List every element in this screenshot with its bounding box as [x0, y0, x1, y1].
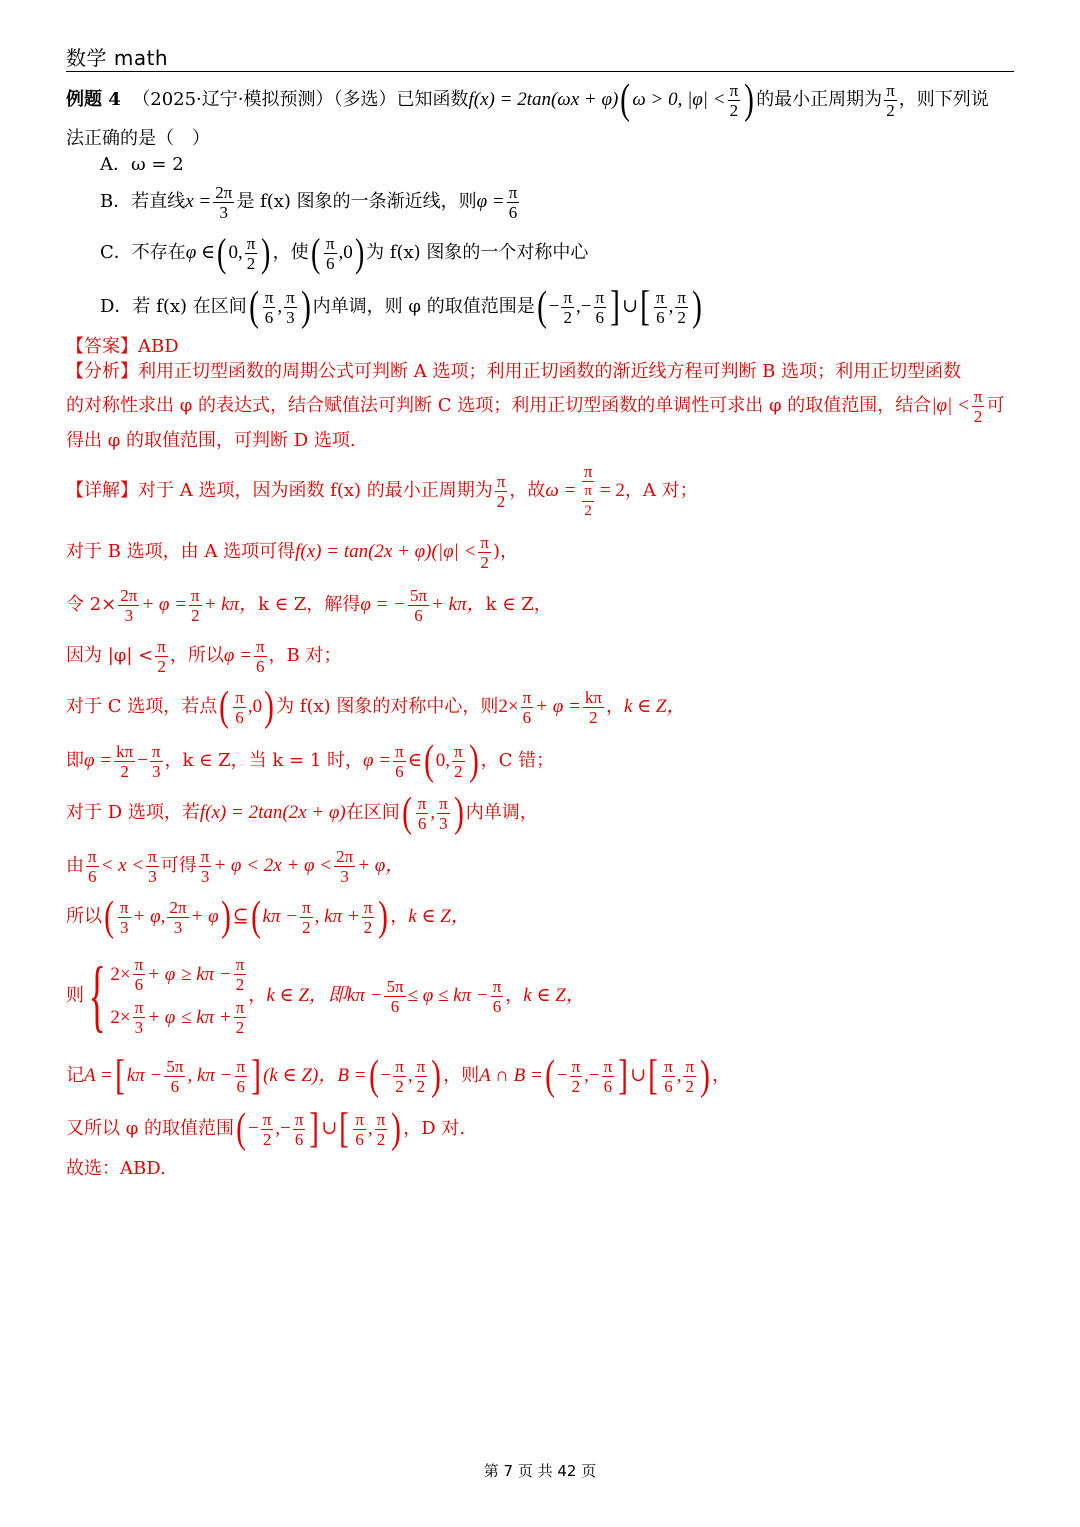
- detail-text: ，A 对；: [624, 480, 698, 501]
- detail-text: 对于 D 选项，若: [66, 802, 200, 823]
- detail-math: f(x) = tan(2x + φ): [295, 541, 432, 562]
- detail-math: A ∩ B =: [479, 1065, 543, 1086]
- detail-math: = 2: [599, 480, 625, 501]
- detail-text: 内单调，: [465, 802, 538, 823]
- detail-line6: 即 φ = $\frac{k\pi}{2}$ − $\frac{\pi}{3}$ ， k ∈ Z，当 k = 1 时， φ = $\frac{\pi}{6}$ ∈ ( 0, $\frac{\pi}{2}$ ) ，C 错；: [66, 738, 555, 784]
- detail-text: ，C 错；: [480, 750, 555, 771]
- page-header: 数学 math: [66, 46, 169, 70]
- option-b-x: x =: [185, 191, 212, 212]
- fraction: $\frac{\pi}{2}$: [376, 1109, 386, 1149]
- stem-function: f(x) = 2tan(ωx + φ): [468, 89, 619, 110]
- question-label: 例题 4: [66, 89, 121, 110]
- detail-math: + kπ，: [203, 594, 259, 615]
- fraction: $\frac{\pi}{6}$: [294, 1109, 304, 1149]
- stem-suffix: ，则下列说: [898, 89, 989, 110]
- detail-line7: 对于 D 选项，若 f(x) = 2tan(2x + φ) 在区间 ( $\frac{\pi}{6}$ , $\frac{\pi}{3}$ ) 内单调，: [66, 790, 538, 836]
- fraction: $\frac{\pi}{6}$: [264, 287, 274, 327]
- detail-text: k ∈ Z，当 k = 1 时，: [182, 750, 364, 771]
- detail-math: −: [137, 750, 148, 771]
- detail-math: ≤ φ ≤ kπ −: [407, 985, 489, 1006]
- option-c-phi: φ ∈: [185, 242, 216, 263]
- detail-text: 可得: [160, 855, 197, 876]
- fraction: $\frac{\pi}{6}$: [522, 687, 532, 727]
- detail-math: kπ −: [346, 985, 383, 1006]
- fraction: $\frac{\pi}{6}$: [664, 1056, 673, 1096]
- analysis-line3: 得出 φ 的取值范围，可判断 D 选项.: [66, 430, 356, 451]
- detail-math: φ =: [223, 645, 252, 666]
- stem-prefix: 已知函数: [396, 89, 469, 110]
- fraction: $\frac{\pi}{6}$: [595, 287, 605, 327]
- analysis-text: 利用正切型函数的周期公式可判断 A 选项；利用正切函数的渐近线方程可判断 B 选项；利用正切型函数: [138, 361, 962, 382]
- detail-math: k ∈ Z，: [408, 906, 470, 927]
- detail-text: k ∈ Z，解得: [258, 594, 361, 615]
- fraction: $\frac{\pi}{6}$: [134, 955, 144, 994]
- fraction: $\frac{\pi}{2}$: [235, 955, 245, 994]
- fraction: $\frac{\pi}{3}$: [134, 998, 144, 1037]
- fraction: $\frac{\pi}{6}$: [603, 1056, 613, 1096]
- detail-math: B =: [337, 1065, 367, 1086]
- stem-mid: 的最小正周期为: [756, 89, 883, 110]
- inequality-system: { 2× $\frac{\pi}{6}$ + φ ≥ kπ − $\frac{\pi}{2}$ 2× $\frac{\pi}{3}$ + φ ≤ kπ + $\frac{\pi}{2}$: [88, 952, 245, 1040]
- fraction: $\frac{\pi}{2}$: [973, 386, 983, 426]
- fraction: $\frac{\pi}{6}$: [508, 182, 518, 222]
- fraction: $\frac{\pi}{6}$: [492, 976, 502, 1016]
- fraction: $\frac{5\pi}{6}$: [386, 976, 404, 1016]
- option-d-mid: 内单调，则 φ 的取值范围是: [312, 296, 535, 317]
- detail-text: ，B 对；: [268, 645, 342, 666]
- detail-text: ，: [164, 750, 183, 771]
- analysis-line2: [66, 386, 1004, 426]
- page-footer: 第 7 页 共 42 页: [483, 1462, 597, 1480]
- option-b-prefix: B．若直线: [100, 191, 186, 212]
- fraction: $\frac{2\pi}{3}$: [215, 182, 233, 222]
- detail-text: 对于 A 选项，因为函数 f(x) 的最小正周期为: [138, 480, 493, 501]
- detail-text: ，: [505, 985, 524, 1006]
- option-c-mid: ，使: [272, 242, 309, 263]
- detail-math: ≥ kπ −: [181, 963, 232, 985]
- detail-line10: [66, 948, 585, 1044]
- fraction: $\frac{\pi}{2}$: [563, 287, 573, 327]
- detail-line2: [66, 530, 518, 574]
- detail-math: + φ < 2x + φ <: [213, 855, 333, 876]
- detail-text: k ∈ Z，: [485, 594, 552, 615]
- fraction: $\frac{\pi}{2}$: [235, 998, 245, 1037]
- detail-math: (k ∈ Z)，: [263, 1065, 338, 1086]
- fraction: $\frac{\pi}{\frac{\pi}{2}}$: [583, 461, 593, 519]
- detail-line4: [66, 634, 342, 678]
- detail-math: + φ =: [141, 594, 188, 615]
- fraction: $\frac{\pi}{6}$: [355, 1109, 364, 1149]
- fraction: $\frac{2\pi}{3}$: [336, 846, 354, 886]
- analysis-math: |φ| <: [931, 395, 970, 416]
- detail-text: 所以: [66, 906, 102, 927]
- question-stem: 例题 4 （2025·辽宁·模拟预测）（多选） 已知函数 f(x) = 2tan(ωx + φ) ( ω > 0, |φ| < $\frac{\pi}{2}$ ) 的最小正周期为 $\frac{\pi}{2}$ ，则下列说: [66, 77, 989, 123]
- detail-text: ，所以: [169, 645, 224, 666]
- fraction: $\frac{\pi}{2}$: [685, 1056, 695, 1096]
- fraction: $\frac{\pi}{6}$: [417, 793, 427, 833]
- detail-text: 则: [66, 985, 84, 1006]
- final-answer: 故选：ABD.: [66, 1158, 166, 1179]
- header-rule: [66, 71, 1014, 72]
- detail-math: φ =: [363, 750, 392, 771]
- analysis-text: 可: [986, 395, 1005, 416]
- detail-math: A =: [84, 1065, 113, 1086]
- fraction: $\frac{\pi}{2}$: [677, 287, 686, 327]
- fraction: $\frac{\pi}{2}$: [191, 585, 200, 625]
- detail-text: 又所以 φ 的取值范围: [66, 1118, 235, 1139]
- detail-math: (|φ| <: [431, 541, 477, 562]
- fraction: $\frac{\pi}{2}$: [395, 1056, 404, 1096]
- detail-text: 由: [66, 855, 84, 876]
- detail-text: 因为 |φ| <: [66, 645, 154, 666]
- fraction: $\frac{\pi}{3}$: [151, 741, 161, 781]
- fraction: $\frac{\pi}{6}$: [236, 1056, 246, 1096]
- analysis-line1: [66, 360, 961, 384]
- detail-text: ，故: [509, 480, 546, 501]
- option-d: D．若 f(x) 在区间 ( $\frac{\pi}{6}$ , $\frac{\pi}{3}$ ) 内单调，则 φ 的取值范围是 ( − $\frac{\pi}{2}$ ,− $\frac{\pi}{6}$ ] ∪ [ $\frac{\pi}{6}$ , $\frac{\pi}{2}$ ): [100, 284, 702, 330]
- analysis-label: 【分析】: [66, 361, 138, 382]
- detail-line1: [66, 461, 698, 519]
- detail-math: ∈: [407, 750, 422, 771]
- option-a: A．ω = 2: [100, 154, 184, 175]
- detail-math: ⊆: [232, 906, 249, 927]
- fraction: $\frac{\pi}{2}$: [363, 897, 373, 937]
- detail-math: ω =: [545, 480, 577, 501]
- stem-condition: ω > 0, |φ| <: [632, 89, 726, 110]
- fraction: $\frac{\pi}{3}$: [200, 846, 210, 886]
- fraction: $\frac{\pi}{2}$: [886, 80, 895, 120]
- fraction: $\frac{2\pi}{3}$: [120, 585, 138, 625]
- fraction: $\frac{\pi}{6}$: [255, 636, 265, 676]
- fraction: $\frac{\pi}{2}$: [480, 532, 489, 572]
- fraction: $\frac{\pi}{2}$: [302, 897, 311, 937]
- analysis-text: 的对称性求出 φ 的表达式，结合赋值法可判断 C 选项；利用正切型函数的单调性可求出 φ 的取值范围，结合: [66, 395, 932, 416]
- fraction: $\frac{2\pi}{3}$: [169, 897, 187, 937]
- fraction: $\frac{\pi}{6}$: [395, 741, 404, 781]
- option-b-mid: 是 f(x) 图象的一条渐近线，则: [236, 191, 477, 212]
- detail-text: )，: [492, 541, 518, 562]
- fraction: $\frac{\pi}{3}$: [120, 897, 129, 937]
- fraction: $\frac{\pi}{2}$: [454, 741, 463, 781]
- detail-line12: 又所以 φ 的取值范围 ( − $\frac{\pi}{2}$ ,− $\frac{\pi}{6}$ ] ∪ [ $\frac{\pi}{6}$ , $\frac{\pi}{2}$ ) ，D 对.: [66, 1106, 466, 1152]
- fraction: $\frac{k\pi}{2}$: [584, 687, 602, 727]
- fraction: $\frac{\pi}{6}$: [656, 287, 665, 327]
- detail-math: k ∈ Z，即: [266, 985, 347, 1006]
- detail-text: 在区间: [345, 802, 400, 823]
- detail-label: 【详解】: [66, 480, 138, 501]
- answer-label: 【答案】: [66, 336, 138, 357]
- detail-text: ，: [712, 1065, 731, 1086]
- detail-line3: [66, 583, 552, 627]
- detail-text: ，则: [443, 1065, 480, 1086]
- detail-math: ≤ kπ +: [181, 1006, 232, 1028]
- detail-text: 对于 C 选项，若点: [66, 696, 218, 717]
- detail-line8: [66, 843, 404, 889]
- fraction: $\frac{\pi}{3}$: [286, 287, 295, 327]
- option-d-prefix: D．若 f(x) 在区间: [100, 296, 247, 317]
- detail-math: + kπ，: [431, 594, 486, 615]
- answer: [66, 335, 179, 359]
- detail-math: 2×: [498, 696, 519, 717]
- detail-text: ，: [390, 906, 409, 927]
- detail-text: ，: [605, 696, 624, 717]
- fraction: $\frac{k\pi}{2}$: [116, 741, 134, 781]
- detail-text: 即: [66, 750, 84, 771]
- fraction: $\frac{\pi}{2}$: [416, 1056, 426, 1096]
- question-stem-line2: 法正确的是（ ）: [66, 128, 210, 149]
- fraction: $\frac{\pi}{2}$: [262, 1109, 272, 1149]
- question-source: （2025·辽宁·模拟预测）（多选）: [132, 89, 397, 110]
- detail-text: 对于 B 选项，由 A 选项可得: [66, 541, 296, 562]
- fraction: $\frac{\pi}{6}$: [235, 687, 244, 727]
- detail-text: 为 f(x) 图象的对称中心，则: [276, 696, 499, 717]
- detail-text: 记: [66, 1065, 84, 1086]
- option-b: [66, 182, 521, 222]
- detail-text: ，D 对.: [403, 1118, 466, 1139]
- option-c-prefix: C．不存在: [100, 242, 186, 263]
- detail-line11: 记 A = [ kπ − $\frac{5\pi}{6}$ , kπ − $\frac{\pi}{6}$ ] (k ∈ Z)， B = ( − $\frac{\pi}{2}$ , $\frac{\pi}{2}$ ) ，则 A ∩ B = ( − $\frac{\pi}{2}$ ,− $\frac{\pi}{6}$ ] ∪ [ $\frac{\pi}{6}$ , $\frac{\pi}{2}$ ) ，: [66, 1053, 731, 1099]
- fraction: $\frac{\pi}{2}$: [571, 1056, 581, 1096]
- fraction: $\frac{\pi}{6}$: [88, 846, 97, 886]
- fraction: $\frac{\pi}{6}$: [325, 233, 335, 273]
- answer-value: ABD: [138, 336, 179, 357]
- detail-math: + φ =: [535, 696, 581, 717]
- detail-math: k ∈ Z，: [523, 985, 585, 1006]
- detail-math: f(x) = 2tan(2x + φ): [199, 802, 346, 823]
- detail-math: + φ，: [357, 855, 405, 876]
- fraction: $\frac{5\pi}{6}$: [166, 1056, 184, 1096]
- option-b-phi: φ =: [476, 191, 505, 212]
- detail-math: < x <: [100, 855, 145, 876]
- detail-math: φ = −: [360, 594, 406, 615]
- fraction: $\frac{\pi}{3}$: [148, 846, 157, 886]
- detail-text: ，: [248, 985, 267, 1006]
- fraction: $\frac{\pi}{3}$: [439, 793, 448, 833]
- option-c-suffix: 为 f(x) 图象的一个对称中心: [366, 242, 589, 263]
- detail-line5: 对于 C 选项，若点 ( $\frac{\pi}{6}$ ,0 ) 为 f(x) 图象的对称中心，则 2× $\frac{\pi}{6}$ + φ = $\frac{k\pi}{2}$ ， k ∈ Z，: [66, 684, 686, 730]
- fraction: $\frac{5\pi}{6}$: [409, 585, 428, 625]
- detail-math: φ =: [84, 750, 113, 771]
- fraction: $\frac{\pi}{2}$: [157, 636, 166, 676]
- option-c: C．不存在 φ ∈ ( 0, $\frac{\pi}{2}$ ) ，使 ( $\frac{\pi}{6}$ ,0 ) 为 f(x) 图象的一个对称中心: [100, 230, 589, 275]
- detail-math: 令 2×: [66, 594, 117, 615]
- detail-math: k ∈ Z，: [623, 696, 686, 717]
- detail-line9: 所以 ( $\frac{\pi}{3}$ + φ, $\frac{2\pi}{3}$ + φ ) ⊆ ( kπ − $\frac{\pi}{2}$ , kπ + $\frac{\pi}{2}$ ) ， k ∈ Z，: [66, 894, 470, 940]
- fraction: $\frac{\pi}{2}$: [496, 471, 506, 511]
- fraction: $\frac{\pi}{2}$: [246, 233, 256, 273]
- fraction: $\frac{\pi}{2}$: [729, 80, 739, 120]
